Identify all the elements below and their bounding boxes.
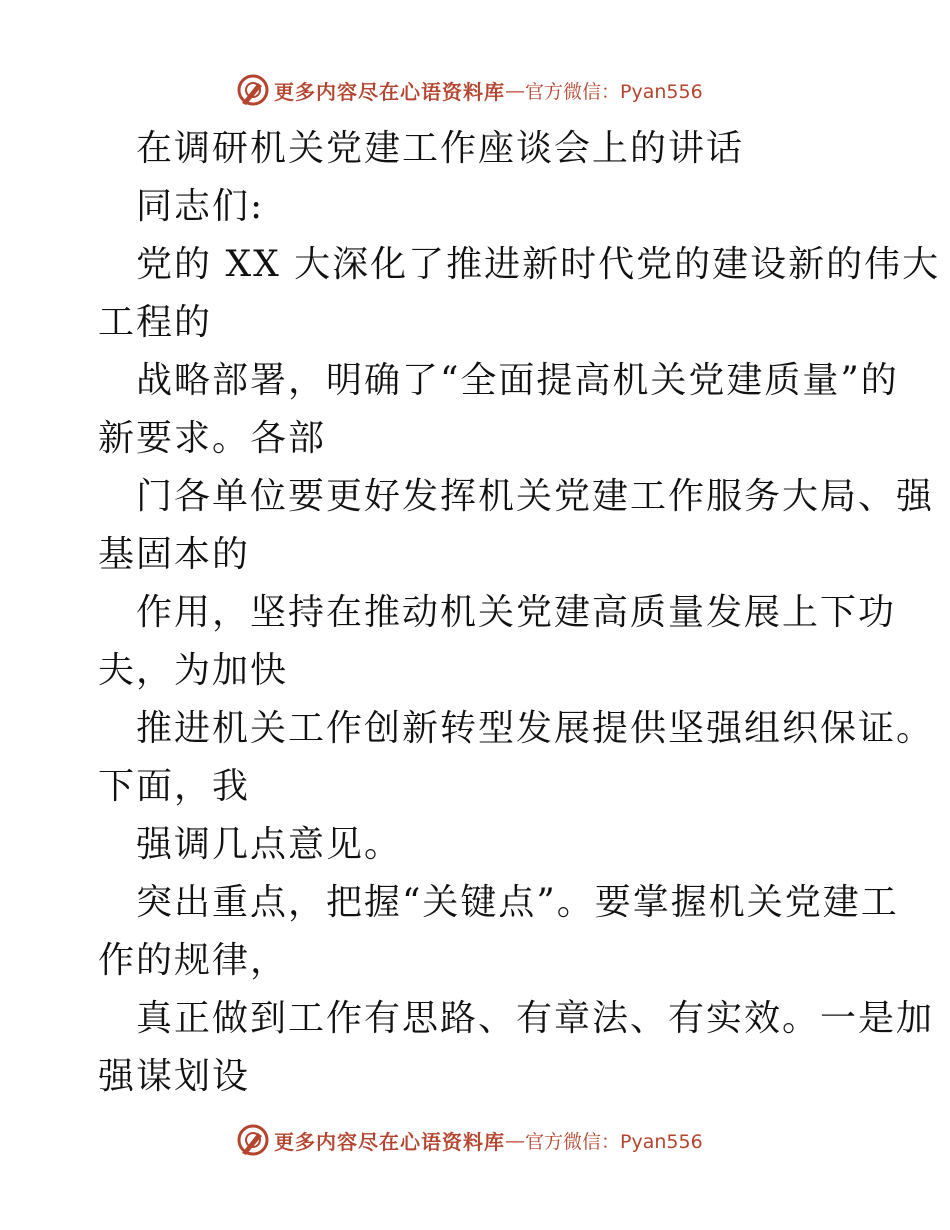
banner-separator: — [505, 78, 525, 102]
pen-logo-icon [236, 1123, 270, 1157]
text-line: 作用，坚持在推动机关党建高质量发展上下功 [136, 592, 897, 633]
banner-wechat-text: 官方微信：Pyan556 [525, 80, 703, 103]
text-line: 基固本的 [98, 534, 251, 575]
text-line: 强谋划设 [98, 1056, 251, 1097]
text-line: 工程的 [98, 302, 213, 343]
text-line: 夫，为加快 [98, 650, 289, 691]
banner-wechat-text: 官方微信：Pyan556 [525, 1130, 703, 1153]
text-line: 作的规律， [98, 940, 289, 981]
pen-logo-icon [236, 73, 270, 107]
text-line: 突出重点，把握“关键点”。要掌握机关党建工 [136, 882, 899, 923]
text-line: 推进机关工作创新转型发展提供坚强组织保证。 [136, 708, 935, 749]
text-line: 党的 XX 大深化了推进新时代党的建设新的伟大 [136, 244, 941, 285]
footer-banner [236, 1122, 703, 1158]
banner-separator: — [505, 1128, 525, 1152]
text-line: 强调几点意见。 [136, 824, 403, 865]
document-title: 在调研机关党建工作座谈会上的讲话 [136, 128, 745, 169]
banner-main-text: 更多内容尽在心语资料库 [274, 79, 505, 104]
document-body [98, 120, 941, 1106]
text-line: 门各单位要更好发挥机关党建工作服务大局、强 [136, 476, 935, 517]
text-line: 真正做到工作有思路、有章法、有实效。一是加 [136, 998, 935, 1039]
text-line: 新要求。各部 [98, 418, 327, 459]
text-line: 下面，我 [98, 766, 251, 807]
banner-main-text: 更多内容尽在心语资料库 [274, 1129, 505, 1154]
salutation: 同志们: [136, 186, 265, 227]
header-banner [236, 72, 703, 108]
text-line: 战略部署，明确了“全面提高机关党建质量”的 [136, 360, 899, 401]
